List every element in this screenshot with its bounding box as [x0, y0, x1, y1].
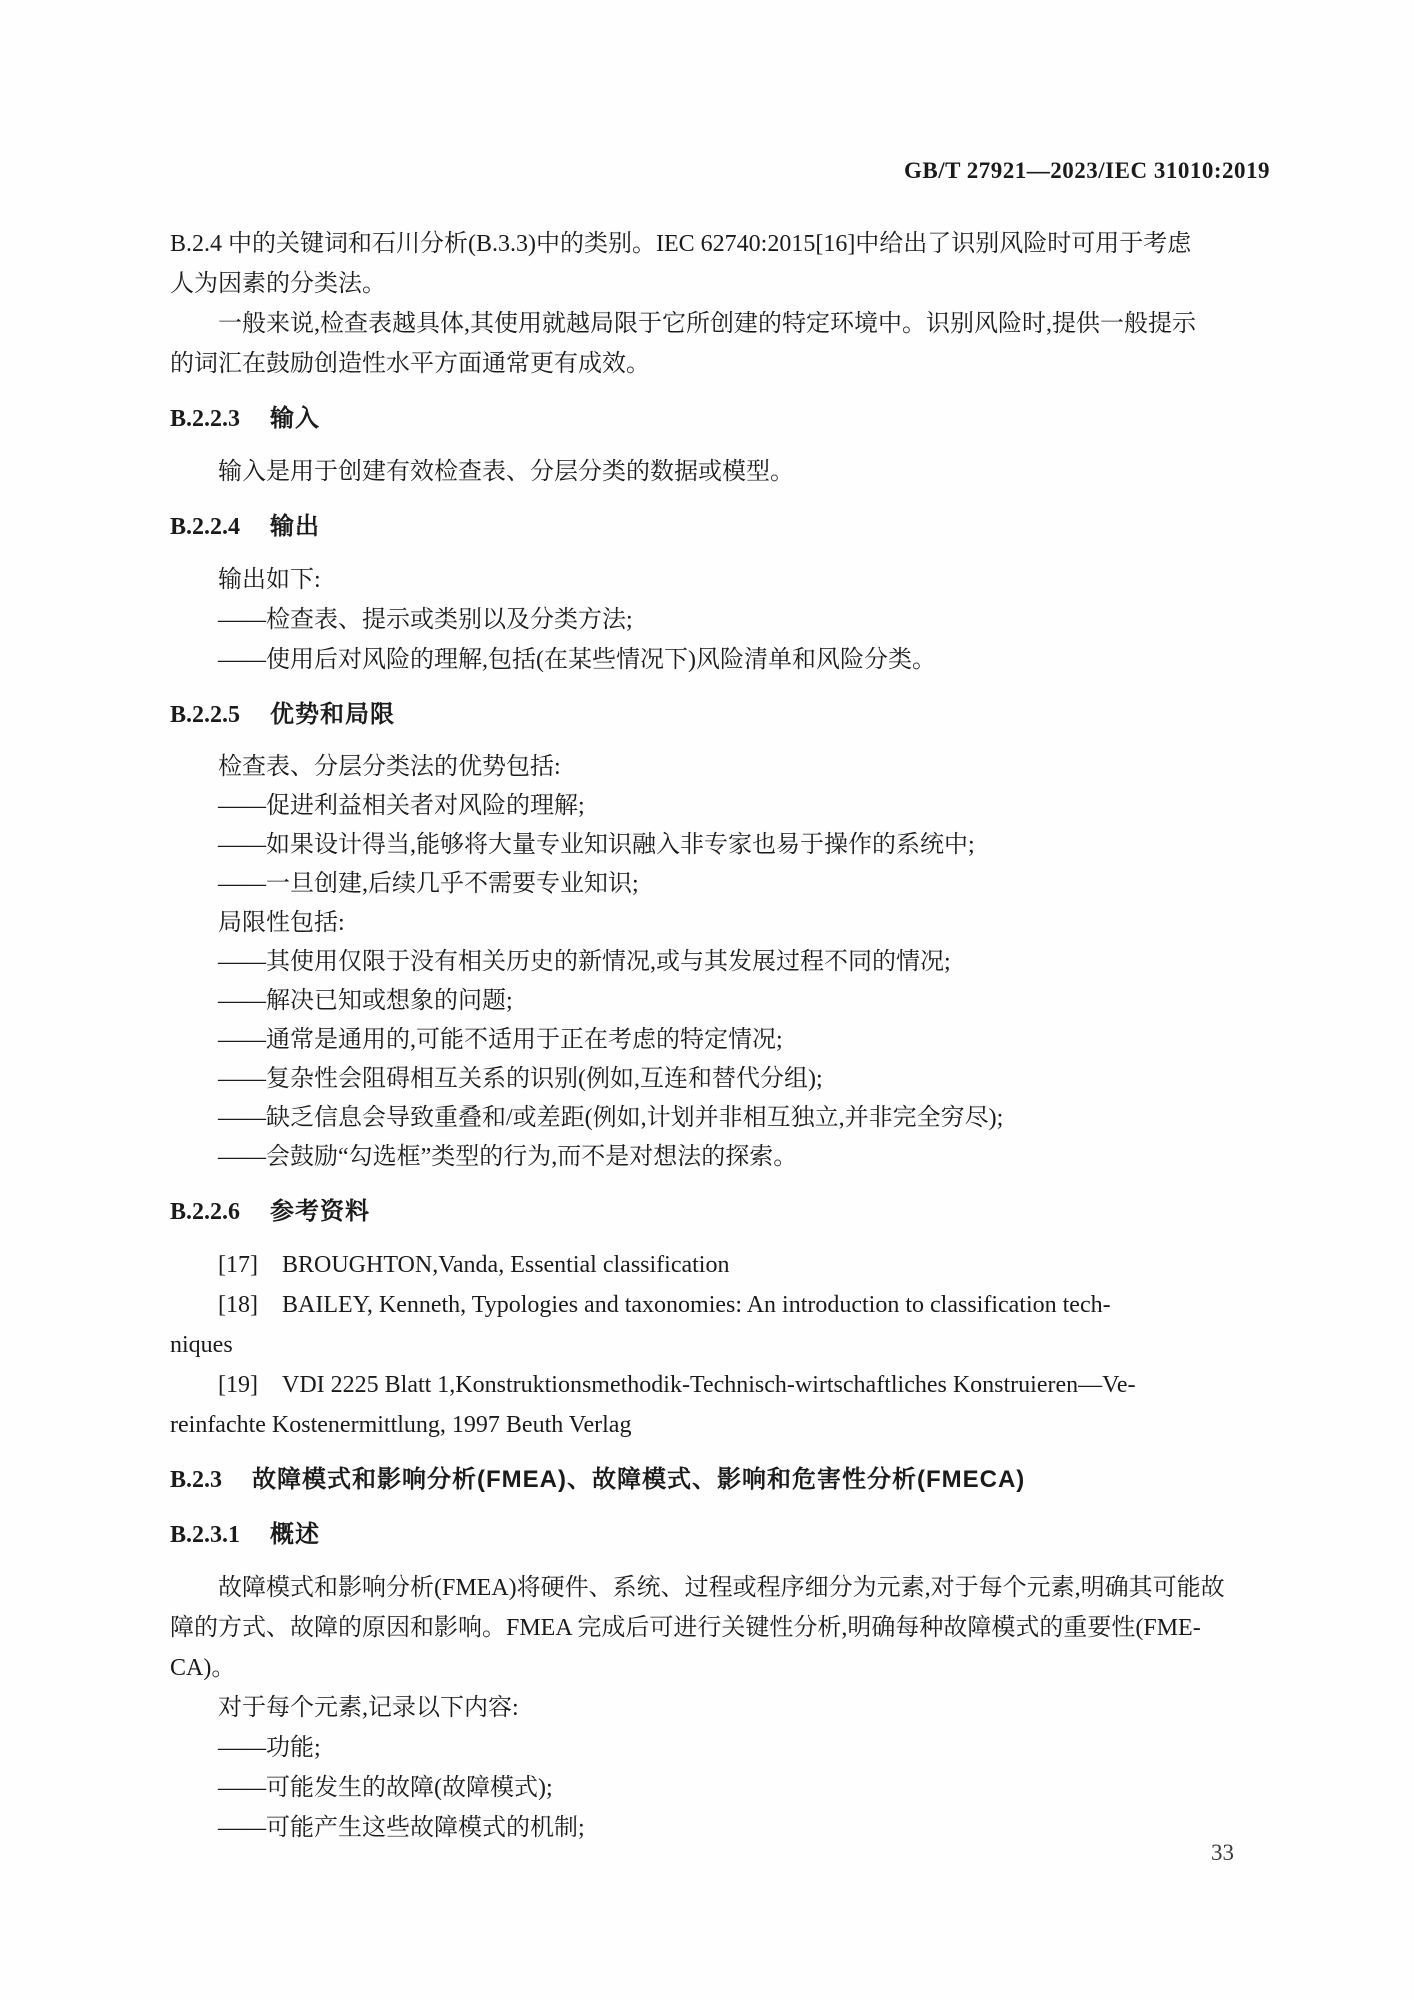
paragraph: [170, 748, 1270, 1177]
text-line: 输入是用于创建有效检查表、分层分类的数据或模型。: [218, 459, 794, 485]
paragraph: [170, 560, 1270, 680]
text-line: ——解决已知或想象的问题;: [218, 988, 513, 1014]
text-line: ——复杂性会阻碍相互关系的识别(例如,互连和替代分组);: [218, 1066, 823, 1092]
heading-number: B.2.2.3: [170, 406, 241, 432]
text-line: 一般来说,检查表越具体,其使用就越局限于它所创建的特定环境中。识别风险时,提供一般提示: [218, 311, 1196, 337]
text-line: ——促进利益相关者对风险的理解;: [218, 793, 585, 819]
text-line: 检查表、分层分类法的优势包括:: [218, 754, 561, 780]
heading-number: B.2.3.1: [170, 1522, 241, 1548]
section-heading: [170, 695, 1270, 735]
text-line: ——检查表、提示或类别以及分类方法;: [218, 607, 633, 633]
text-line: [18] BAILEY, Kenneth, Typologies and taxonomies: An introduction to classification tech-: [218, 1292, 1111, 1318]
heading-title: 优势和局限: [270, 701, 396, 728]
heading-title: 输入: [270, 405, 321, 432]
text-line: ——使用后对风险的理解,包括(在某些情况下)风险清单和风险分类。: [218, 647, 936, 673]
text-line: 故障模式和影响分析(FMEA)将硬件、系统、过程或程序细分为元素,对于每个元素,明确其可能故: [218, 1575, 1225, 1601]
text-line: [17] BROUGHTON,Vanda, Essential classification: [218, 1252, 730, 1278]
text-line: ——可能发生的故障(故障模式);: [218, 1775, 553, 1801]
heading-number: B.2.2.5: [170, 702, 241, 728]
text-line: [19] VDI 2225 Blatt 1,Konstruktionsmethodik-Technisch-wirtschaftliches Konstruieren—Ve-: [218, 1372, 1136, 1398]
text-line: ——功能;: [218, 1735, 321, 1761]
text-line: ——一旦创建,后续几乎不需要专业知识;: [218, 871, 639, 897]
section-heading: [170, 1192, 1270, 1232]
heading-number: B.2.3: [170, 1467, 223, 1493]
text-line: 对于每个元素,记录以下内容:: [218, 1695, 519, 1721]
standard-code: GB/T 27921—2023/IEC 31010:2019: [904, 158, 1270, 183]
heading-title: 参考资料: [270, 1198, 371, 1225]
text-line: 局限性包括:: [218, 910, 345, 936]
heading-title: 故障模式和影响分析(FMEA)、故障模式、影响和危害性分析(FMECA): [252, 1466, 1026, 1493]
text-line: 人为因素的分类法。: [170, 271, 386, 297]
heading-number: B.2.2.6: [170, 1199, 241, 1225]
text-line: ——缺乏信息会导致重叠和/或差距(例如,计划并非相互独立,并非完全穷尽);: [218, 1105, 1004, 1131]
heading-title: 概述: [270, 1521, 321, 1548]
section-heading: [170, 507, 1270, 547]
text-line: ——如果设计得当,能够将大量专业知识融入非专家也易于操作的系统中;: [218, 832, 975, 858]
text-line: ——通常是通用的,可能不适用于正在考虑的特定情况;: [218, 1027, 783, 1053]
paragraph: [170, 452, 1270, 492]
paragraph: [170, 224, 1270, 304]
text-line: ——其使用仅限于没有相关历史的新情况,或与其发展过程不同的情况;: [218, 949, 951, 975]
document-content: [170, 224, 1270, 1848]
text-line: 的词汇在鼓励创造性水平方面通常更有成效。: [170, 351, 650, 377]
text-line: B.2.4 中的关键词和石川分析(B.3.3)中的类别。IEC 62740:2015[16]中给出了识别风险时可用于考虑: [170, 231, 1192, 257]
paragraph: [170, 1568, 1270, 1848]
text-line: 障的方式、故障的原因和影响。FMEA 完成后可进行关键性分析,明确每种故障模式的重要性(FME-: [170, 1615, 1201, 1641]
section-heading: [170, 1515, 1270, 1555]
section-heading: [170, 1460, 1270, 1500]
heading-number: B.2.2.4: [170, 514, 241, 540]
section-heading: [170, 399, 1270, 439]
text-line: CA)。: [170, 1655, 236, 1681]
text-line: reinfachte Kostenermittlung, 1997 Beuth Verlag: [170, 1412, 632, 1438]
page-number: 33: [1211, 1840, 1234, 1865]
heading-title: 输出: [270, 513, 321, 540]
paragraph: [170, 304, 1270, 384]
text-line: ——可能产生这些故障模式的机制;: [218, 1815, 585, 1841]
text-line: niques: [170, 1332, 233, 1358]
text-line: 输出如下:: [218, 567, 321, 593]
paragraph: [170, 1245, 1270, 1445]
text-line: ——会鼓励“勾选框”类型的行为,而不是对想法的探索。: [218, 1144, 798, 1170]
